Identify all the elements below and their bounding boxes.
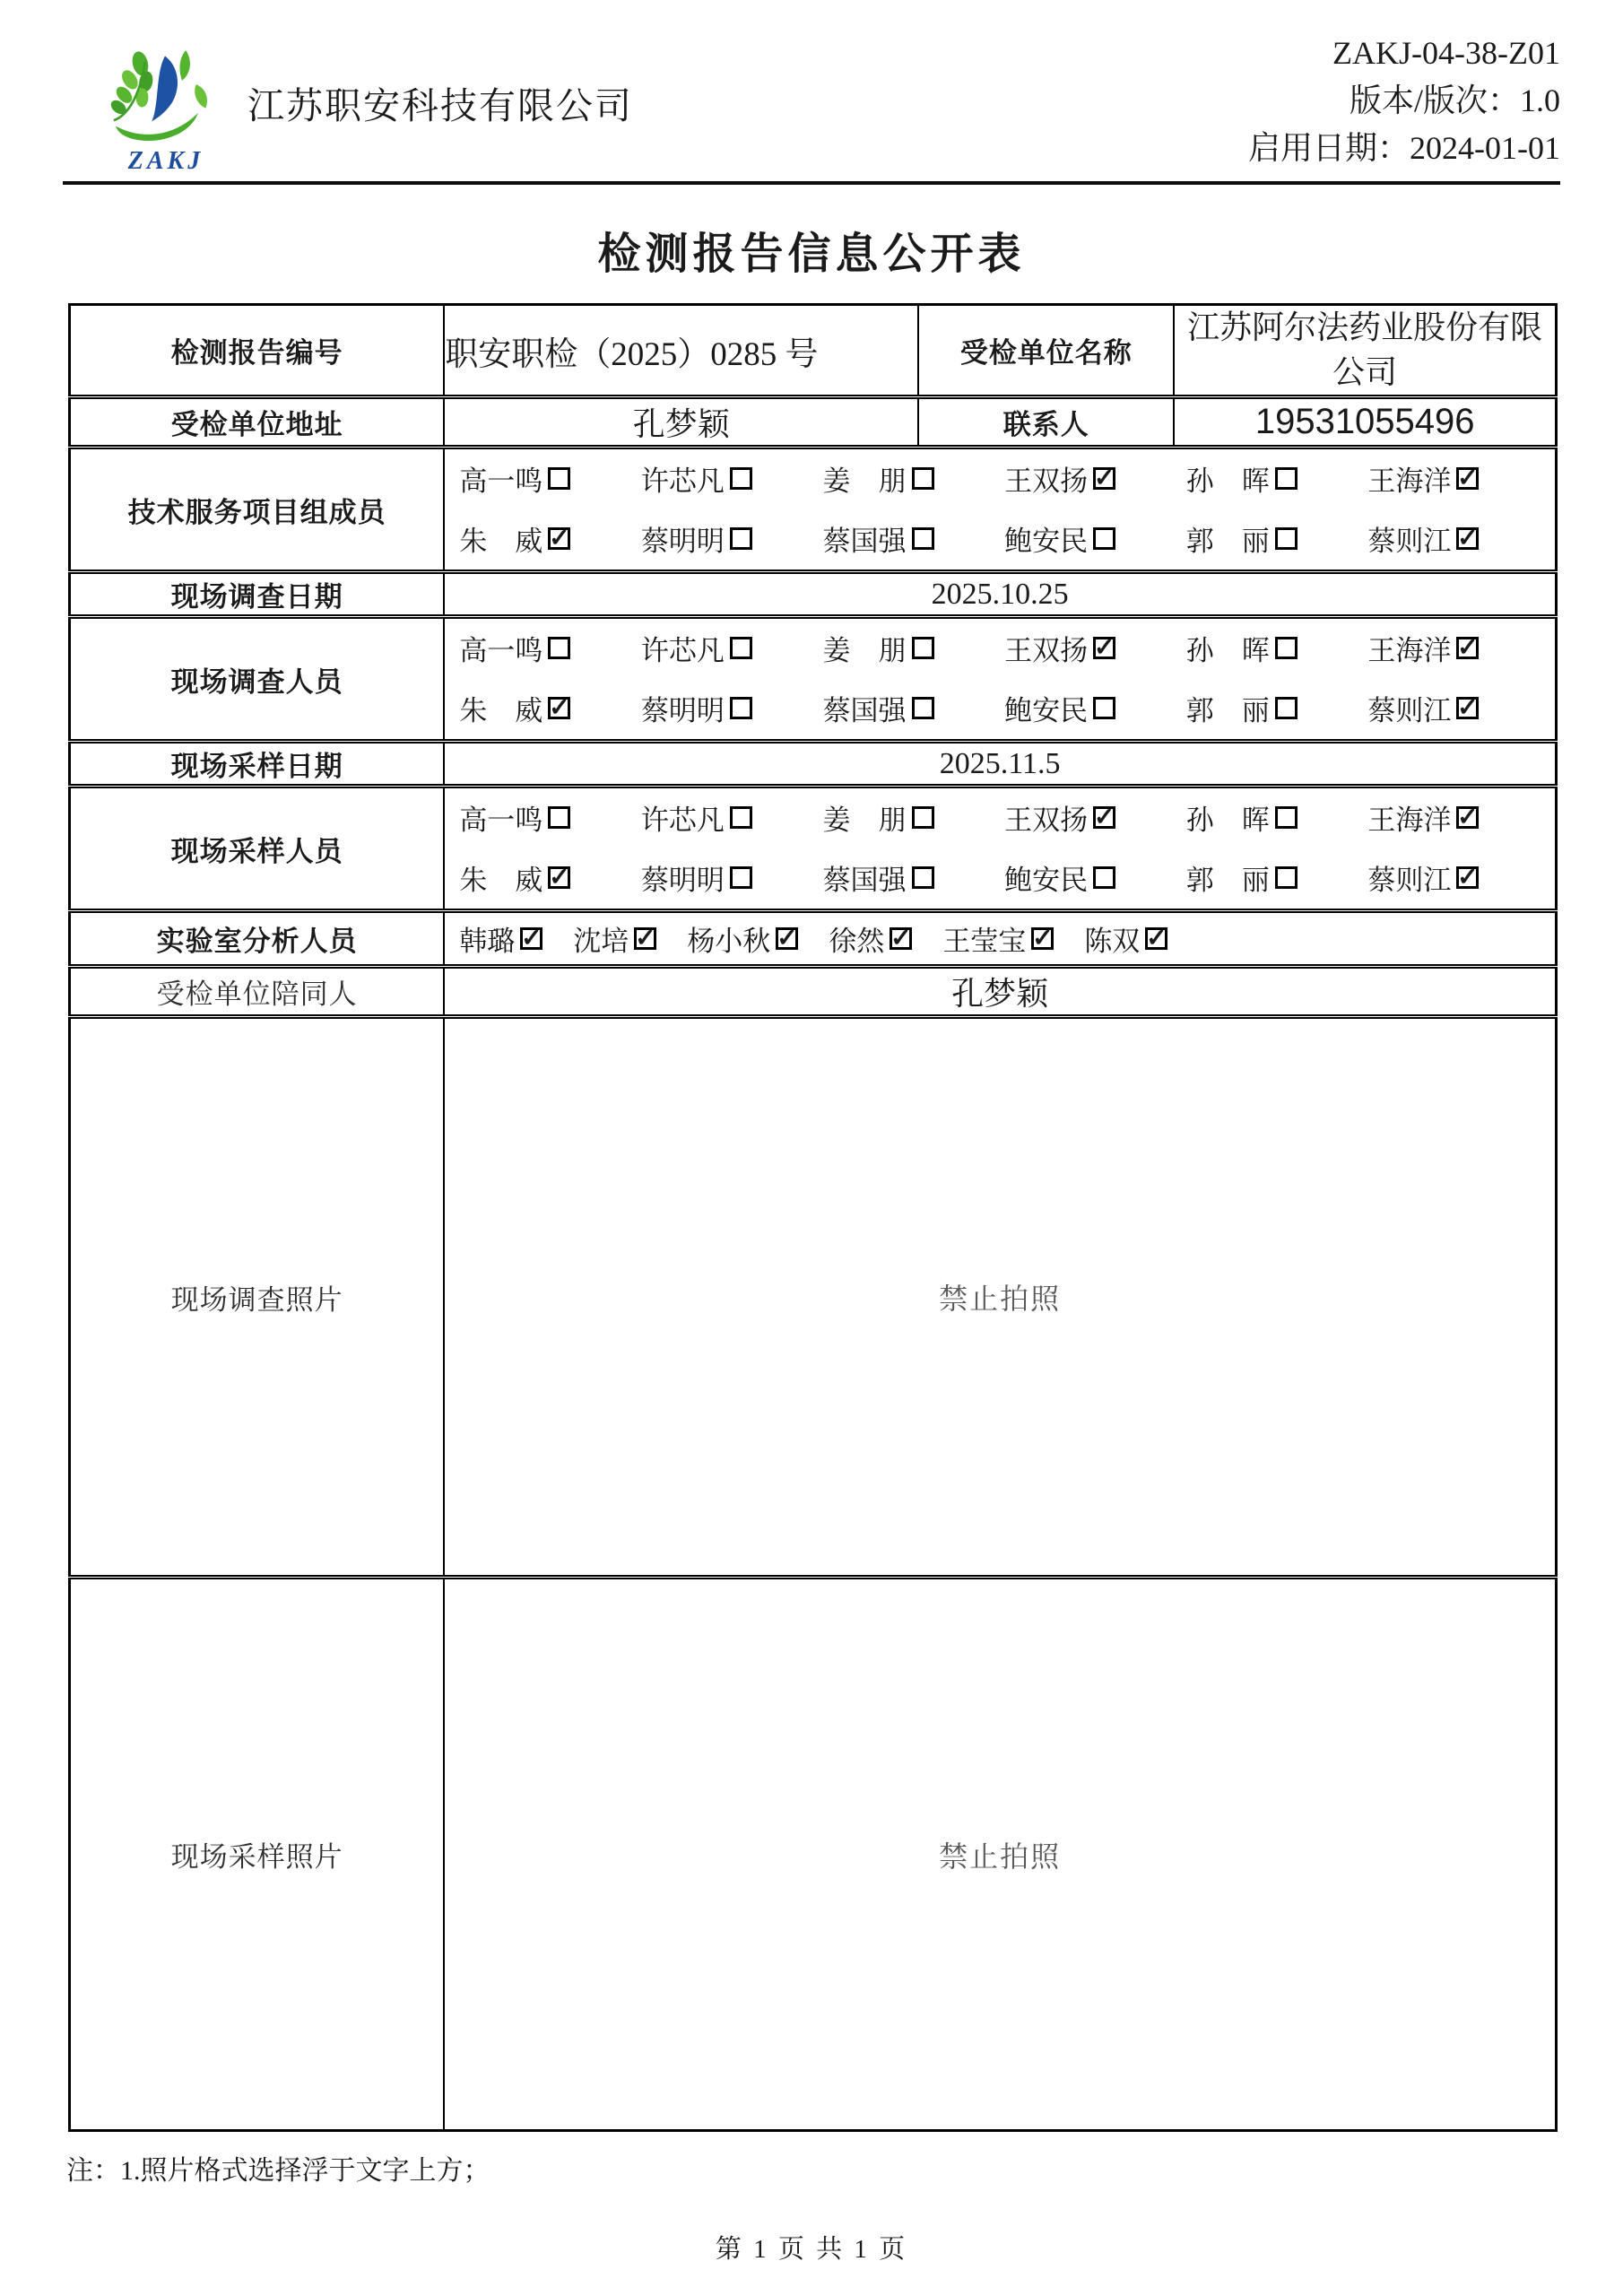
staff-member-name: 孙 晖 xyxy=(1185,465,1270,498)
staff-line xyxy=(459,688,1549,728)
checkbox-unchecked-icon xyxy=(1275,467,1298,490)
sampling-photo-label: 现场采样照片 xyxy=(70,1578,445,2131)
staff-member xyxy=(1367,797,1549,838)
staff-member xyxy=(1004,857,1186,898)
staff-member xyxy=(641,688,823,728)
staff-member xyxy=(459,797,641,838)
staff-member xyxy=(1186,797,1368,838)
staff-member xyxy=(1004,458,1186,499)
survey-photo-value: 禁止拍照 xyxy=(444,1017,1556,1578)
staff-member xyxy=(573,918,656,959)
staff-member-name: 王双扬 xyxy=(1004,465,1089,498)
staff-member-name: 鲍安民 xyxy=(1004,526,1089,558)
staff-member-name: 姜 朋 xyxy=(822,635,907,667)
checkbox-unchecked-icon xyxy=(1275,637,1298,659)
staff-member-name: 朱 威 xyxy=(459,865,543,897)
escort-value: 孔梦颖 xyxy=(444,967,1556,1017)
staff-member-name: 杨小秋 xyxy=(687,926,771,958)
staff-member-name: 姜 朋 xyxy=(822,465,907,498)
staff-member xyxy=(823,688,1005,728)
team-label: 技术服务项目组成员 xyxy=(70,448,445,572)
lab-staff-label: 实验室分析人员 xyxy=(70,911,445,967)
table-row xyxy=(70,1017,1557,1578)
staff-member xyxy=(641,797,823,838)
checkbox-checked-icon: ✓ xyxy=(549,524,570,552)
staff-member-name: 高一鸣 xyxy=(459,804,543,837)
staff-member xyxy=(641,857,823,898)
staff-member xyxy=(459,918,542,959)
staff-member-name: 韩璐 xyxy=(459,926,516,958)
staff-member xyxy=(1186,688,1368,728)
checkbox-unchecked-icon xyxy=(1093,527,1115,550)
table-row xyxy=(70,967,1557,1017)
table-row xyxy=(70,617,1557,742)
staff-member xyxy=(823,458,1005,499)
staff-member xyxy=(459,688,641,728)
document-meta xyxy=(1248,30,1560,176)
staff-member xyxy=(1186,628,1368,668)
staff-member xyxy=(1186,857,1368,898)
sampling-date-value: 2025.11.5 xyxy=(444,742,1556,787)
staff-member xyxy=(1004,688,1186,728)
staff-member-name: 陈双 xyxy=(1084,926,1141,958)
checkbox-checked-icon: ✓ xyxy=(890,924,912,952)
checkbox-unchecked-icon xyxy=(730,806,752,829)
page-title: 检测报告信息公开表 xyxy=(597,230,1026,278)
staff-member-name: 蔡则江 xyxy=(1367,526,1452,558)
table-row xyxy=(70,305,1557,397)
staff-member-name: 蔡国强 xyxy=(822,526,907,558)
checkbox-checked-icon: ✓ xyxy=(1457,803,1479,831)
staff-member-name: 沈培 xyxy=(573,926,629,958)
staff-member-name: 鲍安民 xyxy=(1004,865,1089,897)
checkbox-unchecked-icon xyxy=(912,866,934,889)
staff-member xyxy=(942,918,1054,959)
staff-member xyxy=(459,458,641,499)
staff-member-name: 朱 威 xyxy=(459,526,543,558)
checkbox-unchecked-icon xyxy=(1093,697,1115,719)
sampling-date-label: 现场采样日期 xyxy=(70,742,445,787)
checkbox-checked-icon: ✓ xyxy=(1146,924,1167,952)
staff-member xyxy=(641,458,823,499)
client-name-value: 江苏阿尔法药业股份有限公司 xyxy=(1174,305,1556,397)
checkbox-unchecked-icon xyxy=(912,637,934,659)
checkbox-checked-icon: ✓ xyxy=(1093,464,1115,492)
staff-member xyxy=(1186,458,1368,499)
doc-enable-date: 启用日期：2024-01-01 xyxy=(1248,130,1560,166)
staff-member-name: 鲍安民 xyxy=(1004,695,1089,727)
staff-member xyxy=(1004,518,1186,559)
company-name: 江苏职安科技有限公司 xyxy=(247,85,633,126)
checkbox-unchecked-icon xyxy=(730,527,752,550)
staff-line xyxy=(445,913,1555,964)
staff-member-name: 朱 威 xyxy=(459,695,543,727)
survey-staff-cell xyxy=(444,617,1556,742)
report-no-value: 职安职检（2025）0285 号 xyxy=(444,305,918,397)
staff-member-name: 蔡则江 xyxy=(1367,865,1452,897)
checkbox-checked-icon: ✓ xyxy=(1457,524,1479,552)
team-members-cell xyxy=(444,448,1556,572)
staff-member-name: 许芯凡 xyxy=(640,465,725,498)
checkbox-unchecked-icon xyxy=(548,637,570,659)
client-addr-value: 孔梦颖 xyxy=(444,397,918,448)
staff-member-name: 蔡国强 xyxy=(822,865,907,897)
staff-member-name: 郭 丽 xyxy=(1185,526,1270,558)
table-row xyxy=(70,1578,1557,2131)
staff-member-name: 蔡明明 xyxy=(640,865,725,897)
sampling-staff-cell xyxy=(444,787,1556,911)
table-row xyxy=(70,911,1557,967)
checkbox-checked-icon: ✓ xyxy=(1032,924,1054,952)
staff-member-name: 孙 晖 xyxy=(1185,635,1270,667)
staff-line xyxy=(459,518,1549,559)
staff-member xyxy=(1186,518,1368,559)
sampling-photo-value: 禁止拍照 xyxy=(444,1578,1556,2131)
checkbox-checked-icon: ✓ xyxy=(549,863,570,891)
checkbox-unchecked-icon xyxy=(1275,806,1298,829)
staff-member xyxy=(641,518,823,559)
checkbox-unchecked-icon xyxy=(912,697,934,719)
doc-version: 版本/版次：1.0 xyxy=(1349,83,1560,118)
sampling-staff-label: 现场采样人员 xyxy=(70,787,445,911)
staff-member xyxy=(823,857,1005,898)
client-addr-label: 受检单位地址 xyxy=(70,397,445,448)
staff-member-name: 蔡明明 xyxy=(640,695,725,727)
staff-member xyxy=(1367,458,1549,499)
header-divider xyxy=(63,181,1560,185)
checkbox-unchecked-icon xyxy=(730,637,752,659)
staff-line xyxy=(459,797,1549,838)
survey-staff-label: 现场调查人员 xyxy=(70,617,445,742)
staff-member xyxy=(1367,518,1549,559)
staff-member-name: 蔡国强 xyxy=(822,695,907,727)
checkbox-unchecked-icon xyxy=(912,467,934,490)
footnote: 注：1.照片格式选择浮于文字上方； xyxy=(66,2156,490,2187)
staff-member xyxy=(829,918,912,959)
checkbox-unchecked-icon xyxy=(730,697,752,719)
checkbox-unchecked-icon xyxy=(548,467,570,490)
staff-member-name: 许芯凡 xyxy=(640,635,725,667)
staff-line xyxy=(459,857,1549,898)
staff-member xyxy=(1367,628,1549,668)
staff-member-name: 郭 丽 xyxy=(1185,695,1270,727)
staff-line xyxy=(459,628,1549,668)
staff-member xyxy=(1004,628,1186,668)
survey-photo-label: 现场调查照片 xyxy=(70,1017,445,1578)
staff-member-name: 蔡明明 xyxy=(640,526,725,558)
table-row xyxy=(70,397,1557,448)
report-info-table xyxy=(68,303,1558,2132)
client-name-label: 受检单位名称 xyxy=(918,305,1174,397)
staff-member-name: 王海洋 xyxy=(1367,804,1452,837)
checkbox-unchecked-icon xyxy=(912,527,934,550)
staff-member xyxy=(687,918,798,959)
staff-member xyxy=(823,518,1005,559)
checkbox-checked-icon: ✓ xyxy=(1457,693,1479,722)
logo-plant-icon xyxy=(104,48,228,149)
checkbox-unchecked-icon xyxy=(1093,866,1115,889)
doc-code: ZAKJ-04-38-Z01 xyxy=(1332,35,1560,71)
checkbox-unchecked-icon xyxy=(1275,866,1298,889)
staff-member-name: 徐然 xyxy=(829,926,885,958)
table-row xyxy=(70,787,1557,911)
staff-member-name: 高一鸣 xyxy=(459,635,543,667)
checkbox-unchecked-icon xyxy=(1275,527,1298,550)
checkbox-checked-icon: ✓ xyxy=(1093,803,1115,831)
staff-member-name: 高一鸣 xyxy=(459,465,543,498)
checkbox-unchecked-icon xyxy=(730,866,752,889)
checkbox-checked-icon: ✓ xyxy=(777,924,798,952)
staff-line xyxy=(459,458,1549,499)
staff-member xyxy=(1084,918,1167,959)
survey-date-label: 现场调查日期 xyxy=(70,572,445,617)
staff-member-name: 王海洋 xyxy=(1367,465,1452,498)
checkbox-checked-icon: ✓ xyxy=(1457,633,1479,662)
contact-label: 联系人 xyxy=(918,397,1174,448)
staff-member xyxy=(459,857,641,898)
survey-date-value: 2025.10.25 xyxy=(444,572,1556,617)
table-row xyxy=(70,448,1557,572)
staff-member-name: 郭 丽 xyxy=(1185,865,1270,897)
company-logo xyxy=(99,48,233,176)
staff-member xyxy=(1367,688,1549,728)
escort-label: 受检单位陪同人 xyxy=(70,967,445,1017)
checkbox-unchecked-icon xyxy=(548,806,570,829)
staff-member-name: 王双扬 xyxy=(1004,804,1089,837)
checkbox-checked-icon: ✓ xyxy=(1457,464,1479,492)
staff-member xyxy=(459,518,641,559)
lab-staff-cell xyxy=(444,911,1556,967)
staff-member xyxy=(641,628,823,668)
staff-member-name: 孙 晖 xyxy=(1185,804,1270,837)
contact-value: 19531055496 xyxy=(1174,397,1556,448)
checkbox-unchecked-icon xyxy=(912,806,934,829)
page-header xyxy=(63,0,1560,176)
staff-member xyxy=(459,628,641,668)
staff-member xyxy=(1004,797,1186,838)
staff-member xyxy=(1367,857,1549,898)
checkbox-checked-icon: ✓ xyxy=(1093,633,1115,662)
report-no-label: 检测报告编号 xyxy=(70,305,445,397)
checkbox-unchecked-icon xyxy=(1275,697,1298,719)
checkbox-checked-icon: ✓ xyxy=(549,693,570,722)
checkbox-checked-icon: ✓ xyxy=(521,924,542,952)
staff-member-name: 王海洋 xyxy=(1367,635,1452,667)
table-row xyxy=(70,742,1557,787)
staff-member-name: 蔡则江 xyxy=(1367,695,1452,727)
staff-member-name: 王双扬 xyxy=(1004,635,1089,667)
logo-text: ZAKJ xyxy=(127,147,204,175)
staff-member xyxy=(823,797,1005,838)
table-row xyxy=(70,572,1557,617)
page-number: 第 1 页 共 1 页 xyxy=(715,2235,908,2265)
staff-member-name: 许芯凡 xyxy=(640,804,725,837)
staff-member xyxy=(823,628,1005,668)
checkbox-unchecked-icon xyxy=(730,467,752,490)
staff-member-name: 姜 朋 xyxy=(822,804,907,837)
checkbox-checked-icon: ✓ xyxy=(635,924,656,952)
staff-member-name: 王莹宝 xyxy=(942,926,1027,958)
checkbox-checked-icon: ✓ xyxy=(1457,863,1479,891)
